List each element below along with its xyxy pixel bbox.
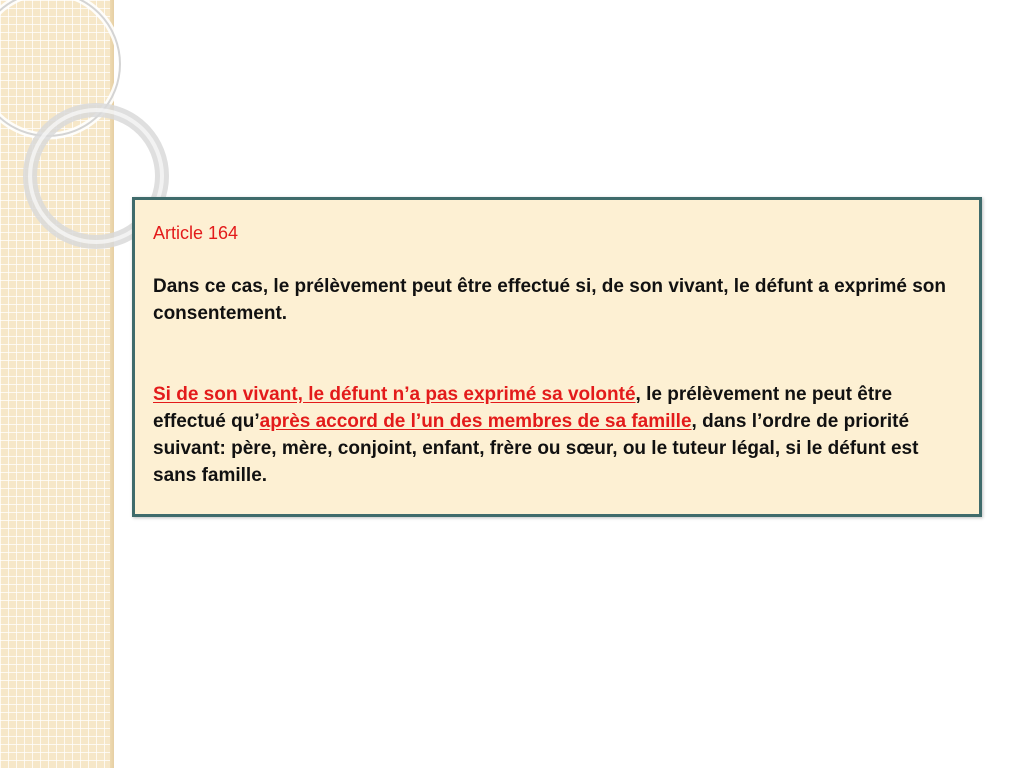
highlight-family-agreement: après accord de l’un des membres de sa famille: [259, 411, 692, 432]
paragraph-text-segment-priority: , dans l’ordre de priorité suivant: père, mère, conjoint, enfant, frère ou sœur, ou le tuteur légal, si le défunt est sans famille.: [153, 411, 919, 486]
decorative-side-strip: [0, 0, 114, 768]
family-consent-paragraph: [153, 381, 961, 489]
paragraph-text-segment: , le prélèvement ne peut être effectué qu’: [153, 384, 893, 432]
article-heading: Article 164: [153, 223, 239, 243]
side-strip-edge: [110, 0, 114, 768]
consent-paragraph: Dans ce cas, le prélèvement peut être effectué si, de son vivant, le défunt a exprimé son consentement.: [153, 276, 947, 324]
article-text-box: [132, 197, 982, 517]
highlight-no-expressed-will: Si de son vivant, le défunt n’a pas exprimé sa volonté: [153, 384, 636, 405]
